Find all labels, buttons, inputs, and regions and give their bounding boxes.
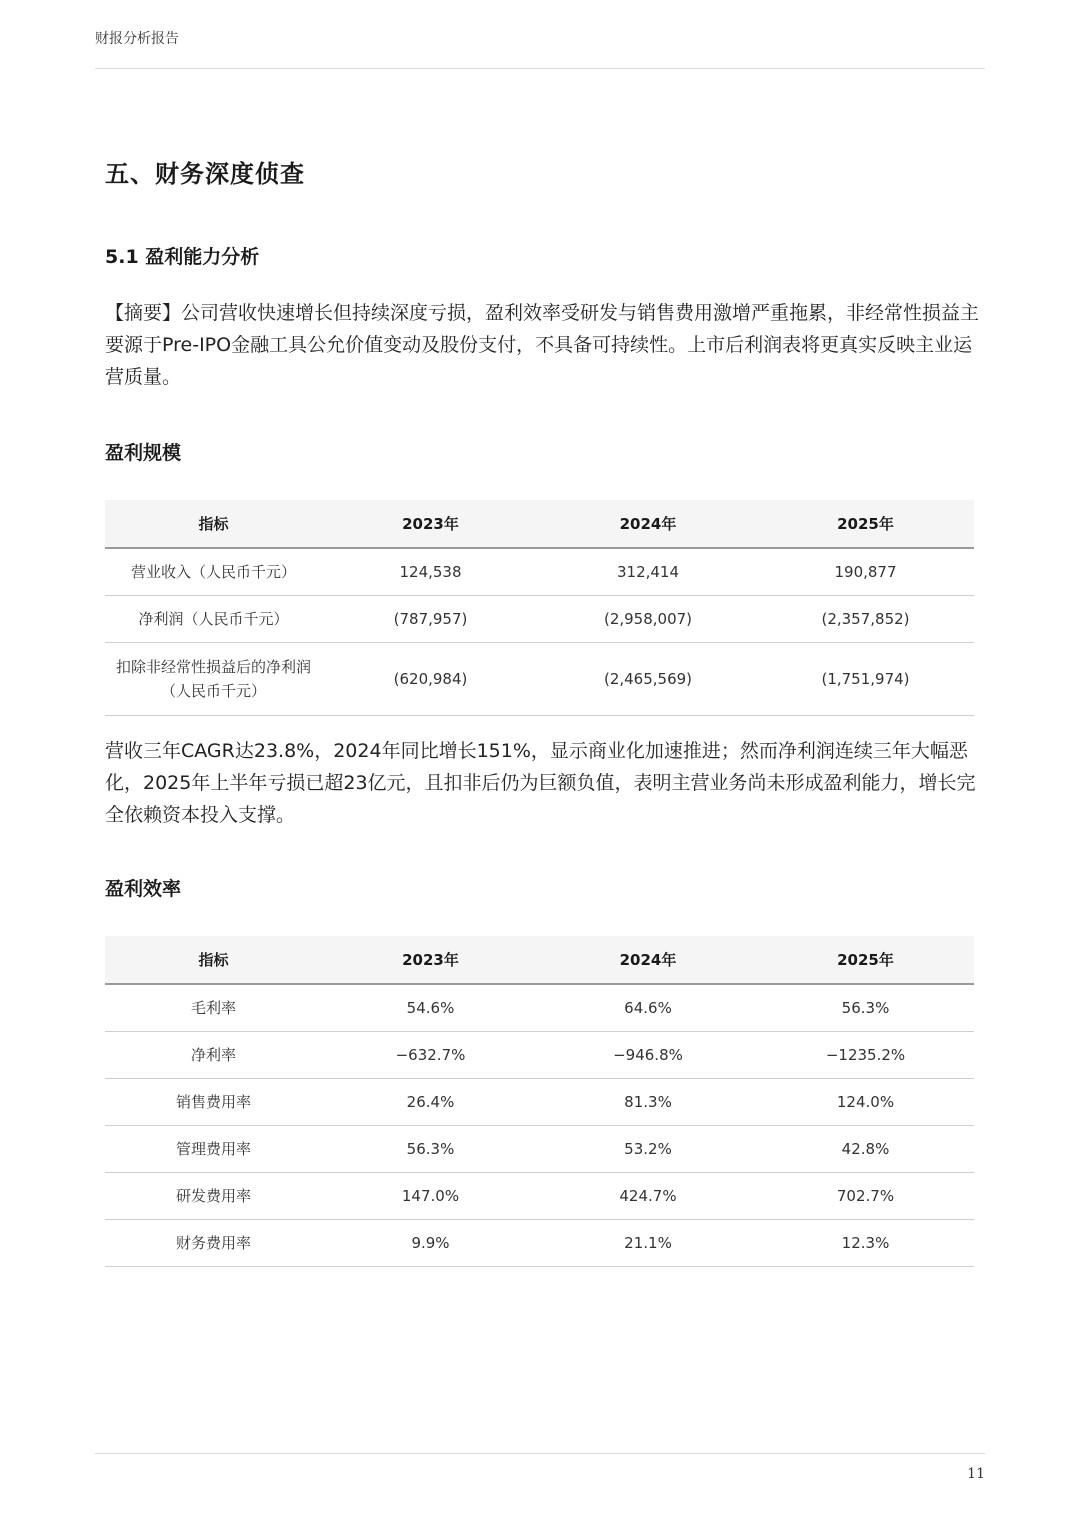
- table-header-row: [105, 500, 974, 548]
- profit-efficiency-table: [105, 936, 974, 1267]
- table-row: [105, 596, 974, 643]
- row-label: 管理费用率: [105, 1126, 322, 1173]
- table-row: [105, 1032, 974, 1079]
- footer-divider: [95, 1453, 985, 1454]
- table-cell: 21.1%: [539, 1220, 757, 1267]
- table-cell: (2,357,852): [757, 596, 974, 643]
- table-cell: 26.4%: [322, 1079, 539, 1126]
- report-header-label: 财报分析报告: [95, 31, 179, 47]
- table-cell: 124,538: [322, 548, 539, 596]
- table-cell: −1235.2%: [757, 1032, 974, 1079]
- column-header: 2023年: [322, 936, 539, 984]
- column-header: 指标: [105, 936, 322, 984]
- summary-paragraph: 【摘要】公司营收快速增长但持续深度亏损，盈利效率受研发与销售费用激增严重拖累，非经常性损益主要源于Pre-IPO金融工具公允价值变动及股份支付，不具备可持续性。上市后利润表将更真实反映主业运营质量。: [105, 302, 980, 388]
- column-header: 2025年: [757, 936, 974, 984]
- table-header-row: [105, 936, 974, 984]
- table-cell: 702.7%: [757, 1173, 974, 1220]
- subsection-title: 5.1 盈利能力分析: [105, 246, 260, 268]
- table-cell: (787,957): [322, 596, 539, 643]
- table-row: [105, 984, 974, 1032]
- scale-commentary: 营收三年CAGR达23.8%，2024年同比增长151%，显示商业化加速推进；然而净利润连续三年大幅恶化，2025年上半年亏损已超23亿元，且扣非后仍为巨额负值，表明主营业务尚未形成盈利能力，增长完全依赖资本投入支撑。: [105, 740, 976, 826]
- column-header: 2024年: [539, 500, 757, 548]
- table-cell: −632.7%: [322, 1032, 539, 1079]
- table-row: [105, 548, 974, 596]
- table-cell: 64.6%: [539, 984, 757, 1032]
- table-cell: 56.3%: [757, 984, 974, 1032]
- scale-heading: 盈利规模: [105, 442, 182, 464]
- table-cell: 54.6%: [322, 984, 539, 1032]
- column-header: 2023年: [322, 500, 539, 548]
- row-label: 扣除非经常性损益后的净利润（人民币千元）: [105, 643, 322, 716]
- row-label: 研发费用率: [105, 1173, 322, 1220]
- table-row: [105, 1220, 974, 1267]
- table-cell: 81.3%: [539, 1079, 757, 1126]
- column-header: 2025年: [757, 500, 974, 548]
- row-label: 毛利率: [105, 984, 322, 1032]
- table-cell: 312,414: [539, 548, 757, 596]
- column-header: 2024年: [539, 936, 757, 984]
- row-label: 销售费用率: [105, 1079, 322, 1126]
- table-cell: (1,751,974): [757, 643, 974, 716]
- table-row: [105, 1173, 974, 1220]
- table-cell: 147.0%: [322, 1173, 539, 1220]
- row-label: 净利润（人民币千元）: [105, 596, 322, 643]
- column-header: 指标: [105, 500, 322, 548]
- page-number: 11: [967, 1466, 985, 1482]
- table-row: [105, 1079, 974, 1126]
- table-cell: (2,958,007): [539, 596, 757, 643]
- table-cell: 424.7%: [539, 1173, 757, 1220]
- table-cell: −946.8%: [539, 1032, 757, 1079]
- table-cell: 190,877: [757, 548, 974, 596]
- table-row: [105, 643, 974, 716]
- profit-scale-table: [105, 500, 974, 716]
- table-cell: 12.3%: [757, 1220, 974, 1267]
- table-cell: (2,465,569): [539, 643, 757, 716]
- row-label: 财务费用率: [105, 1220, 322, 1267]
- table-cell: (620,984): [322, 643, 539, 716]
- efficiency-heading: 盈利效率: [105, 878, 182, 900]
- table-cell: 53.2%: [539, 1126, 757, 1173]
- table-cell: 56.3%: [322, 1126, 539, 1173]
- row-label: 净利率: [105, 1032, 322, 1079]
- table-cell: 124.0%: [757, 1079, 974, 1126]
- table-cell: 42.8%: [757, 1126, 974, 1173]
- header-divider: [95, 68, 985, 69]
- table-row: [105, 1126, 974, 1173]
- table-cell: 9.9%: [322, 1220, 539, 1267]
- row-label: 营业收入（人民币千元）: [105, 548, 322, 596]
- section-title: 五、财务深度侦查: [105, 160, 305, 188]
